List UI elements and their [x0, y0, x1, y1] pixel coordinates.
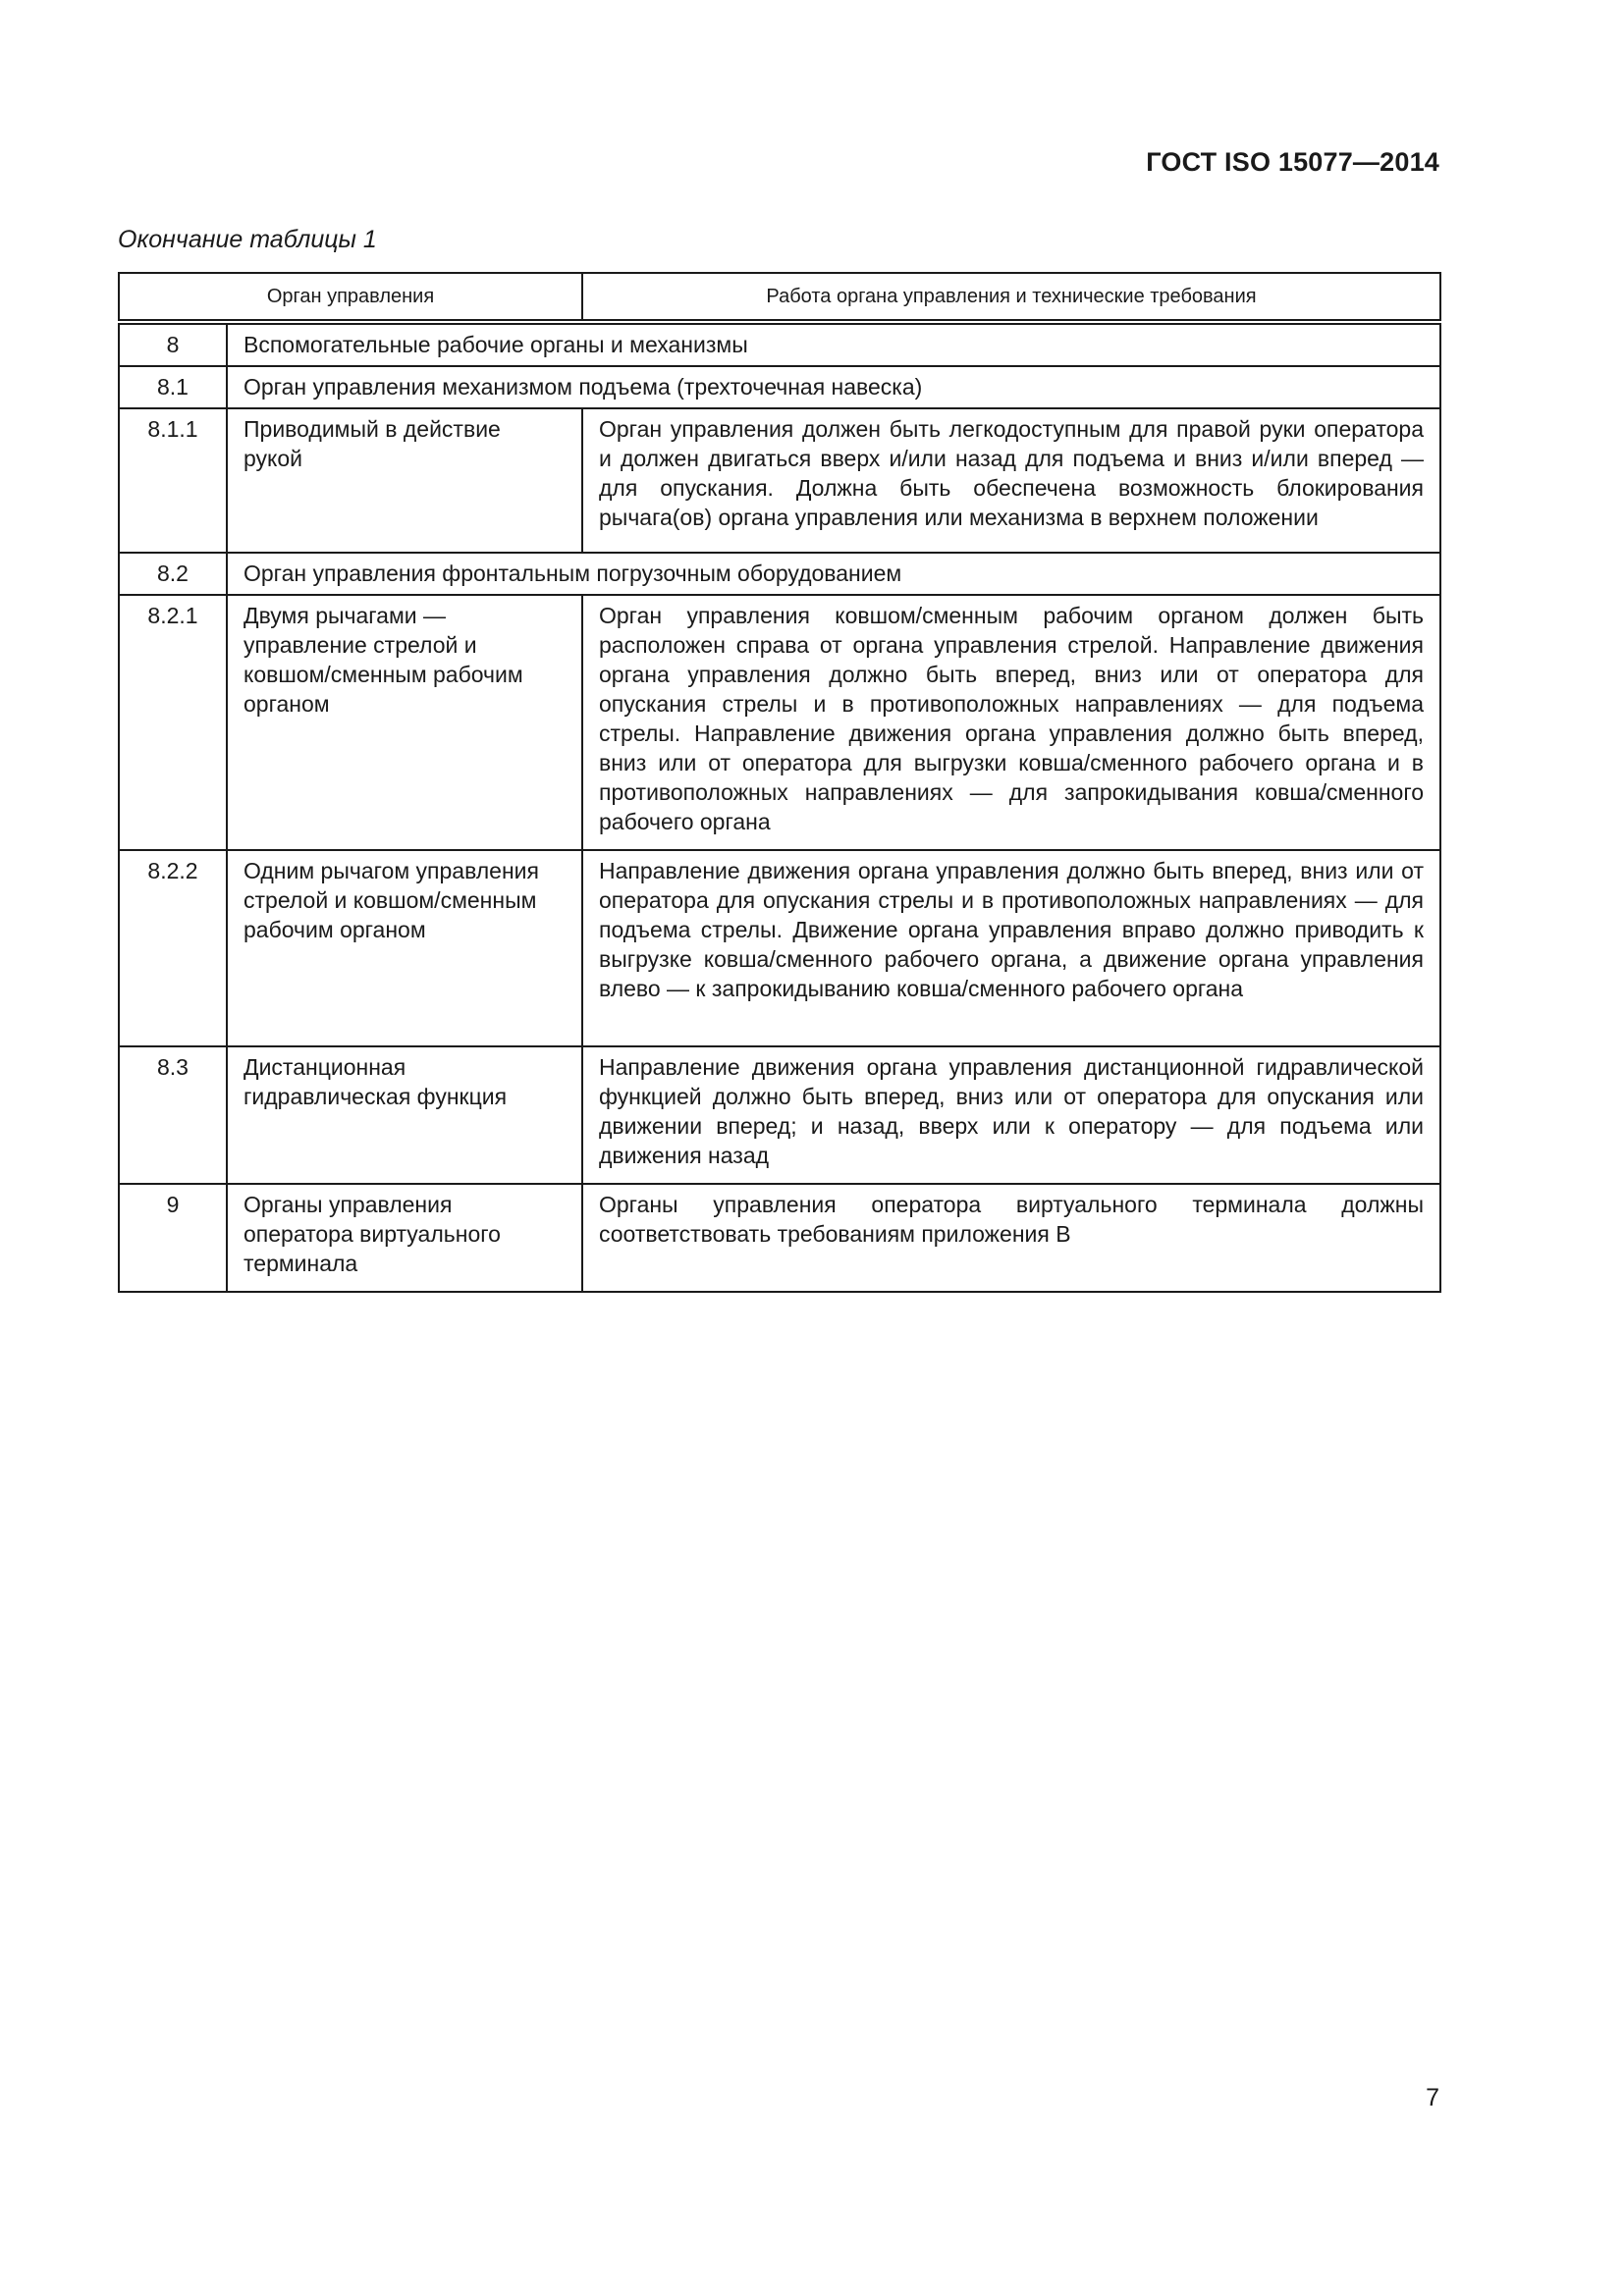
document-header-standard: ГОСТ ISO 15077—2014: [1146, 147, 1439, 177]
table-row-subsection: [119, 553, 1440, 595]
column-header-requirements: Работа органа управления и технические требования: [582, 273, 1440, 322]
subsection-title: Орган управления механизмом подъема (трехточечная навеска): [227, 366, 1440, 408]
table-row-section: [119, 322, 1440, 366]
row-number: 8.2.2: [119, 850, 227, 1046]
row-number: 8.1: [119, 366, 227, 408]
table-row: [119, 850, 1440, 1046]
row-number: 8.2: [119, 553, 227, 595]
table-row: [119, 408, 1440, 553]
table-header-row: [119, 273, 1440, 322]
row-number: 9: [119, 1184, 227, 1292]
control-name: Двумя рычагами — управление стрелой и ковшом/сменным рабочим органом: [227, 595, 582, 850]
requirements-table: [118, 272, 1441, 1293]
column-header-control: Орган управления: [119, 273, 582, 322]
table-row: [119, 1046, 1440, 1184]
table-row-subsection: [119, 366, 1440, 408]
table-row: [119, 1184, 1440, 1292]
requirement-text: Орган управления ковшом/сменным рабочим органом должен быть расположен справа от органа управления стрелой. Направление движения органа управления должно быть вперед, вниз или от оператора для опускания стрелы и в противоположных направлениях — для подъема стрелы. Направление движения органа управления должно быть вперед, вниз или от оператора для выгрузки ковша/сменного рабочего органа и в противоположных направлениях — для запрокидывания ковша/сменного рабочего органа: [582, 595, 1440, 850]
section-title: Вспомогательные рабочие органы и механизмы: [227, 322, 1440, 366]
control-name: Дистанционная гидравлическая функция: [227, 1046, 582, 1184]
requirement-text: Органы управления оператора виртуального терминала должны соответствовать требованиям приложения В: [582, 1184, 1440, 1292]
page-number: 7: [1426, 2084, 1439, 2111]
row-number: 8.2.1: [119, 595, 227, 850]
row-number: 8.1.1: [119, 408, 227, 553]
control-name: Органы управления оператора виртуального терминала: [227, 1184, 582, 1292]
table-row: [119, 595, 1440, 850]
control-name: Приводимый в действие рукой: [227, 408, 582, 553]
requirement-text: Направление движения органа управления дистанционной гидравлической функцией должно быть вперед, вниз или от оператора для опускания или движении вперед; и назад, вверх или к оператору — для подъема или движения назад: [582, 1046, 1440, 1184]
control-name: Одним рычагом управления стрелой и ковшом/сменным рабочим органом: [227, 850, 582, 1046]
row-number: 8.3: [119, 1046, 227, 1184]
subsection-title: Орган управления фронтальным погрузочным оборудованием: [227, 553, 1440, 595]
requirement-text: Орган управления должен быть легкодоступным для правой руки оператора и должен двигаться вверх и/или назад для подъема и вниз и/или вперед — для опускания. Должна быть обеспечена возможность блокирования рычага(ов) органа управления или механизма в верхнем положении: [582, 408, 1440, 553]
requirement-text: Направление движения органа управления должно быть вперед, вниз или от оператора для опускания стрелы и в противоположных направлениях — для подъема стрелы. Движение органа управления вправо должно приводить к выгрузке ковша/сменного рабочего органа, а движение органа управления влево — к запрокидыванию ковша/сменного рабочего органа: [582, 850, 1440, 1046]
table-caption: Окончание таблицы 1: [118, 226, 377, 253]
row-number: 8: [119, 322, 227, 366]
